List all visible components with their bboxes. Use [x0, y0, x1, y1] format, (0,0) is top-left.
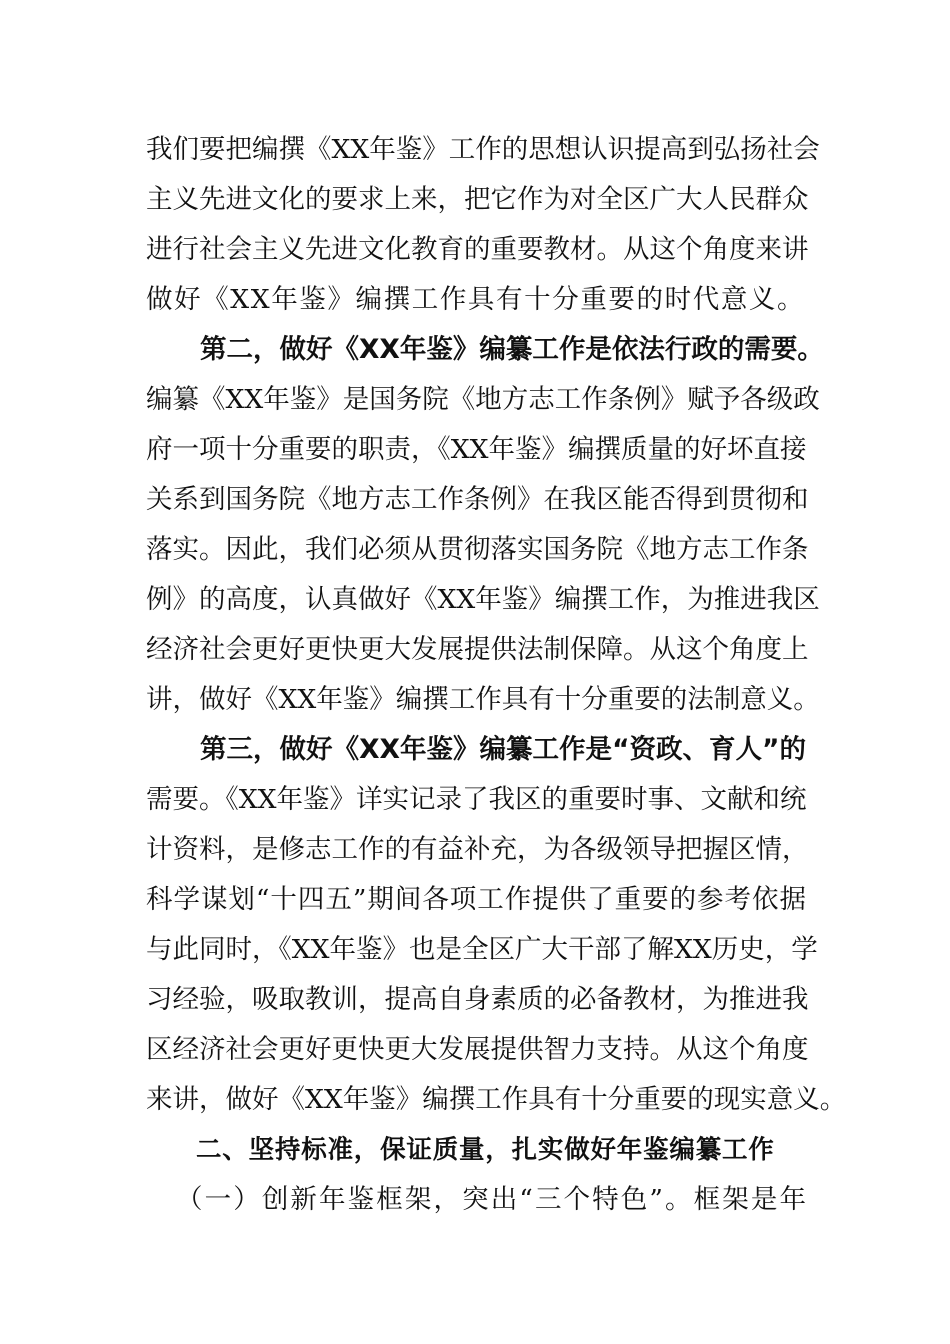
paragraph-2-line-7: 讲，做好《XX年鉴》编撰工作具有十分重要的法制意义。 — [146, 684, 820, 715]
paragraph-3-line-3: 科学谋划“十四五”期间各项工作提供了重要的参考依据 — [146, 884, 806, 915]
paragraph-2-line-2: 府一项十分重要的职责，《XX年鉴》编撰质量的好坏直接 — [146, 434, 807, 465]
paragraph-3-lead: 第三，做好《XX年鉴》编纂工作是“资政、育人”的 — [200, 734, 806, 765]
paragraph-3-line-6: 区经济社会更好更快更大发展提供智力支持。从这个角度 — [146, 1034, 809, 1065]
paragraph-3-line-4: 与此同时，《XX年鉴》也是全区广大干部了解XX历史，学 — [146, 934, 818, 965]
paragraph-2-line-5: 例》的高度，认真做好《XX年鉴》编撰工作，为推进我区 — [146, 584, 820, 615]
paragraph-3-line-7: 来讲，做好《XX年鉴》编撰工作具有十分重要的现实意义。 — [146, 1084, 847, 1115]
paragraph-3-line-2: 计资料，是修志工作的有益补充，为各级领导把握区情， — [146, 834, 809, 865]
paragraph-2-line-3: 关系到国务院《地方志工作条例》在我区能否得到贯彻和 — [146, 484, 809, 515]
paragraph-3-line-5: 习经验，吸取教训，提高自身素质的必备教材，为推进我 — [146, 984, 809, 1015]
paragraph-2-line-4: 落实。因此，我们必须从贯彻落实国务院《地方志工作条 — [146, 534, 809, 565]
paragraph-1-line-4: 做好《XX年鉴》编撰工作具有十分重要的时代意义。 — [146, 284, 806, 315]
section-heading: 二、坚持标准，保证质量，扎实做好年鉴编纂工作 — [196, 1135, 775, 1165]
paragraph-1-line-3: 进行社会主义先进文化教育的重要教材。从这个角度来讲 — [146, 234, 809, 265]
paragraph-1-line-1: 我们要把编撰《XX年鉴》工作的思想认识提高到弘扬社会 — [146, 134, 820, 165]
paragraph-2-line-1: 编纂《XX年鉴》是国务院《地方志工作条例》赋予各级政 — [146, 384, 820, 415]
paragraph-1-line-2: 主义先进文化的要求上来，把它作为对全区广大人民群众 — [146, 184, 809, 215]
paragraph-3-line-1: 需要。《XX年鉴》详实记录了我区的重要时事、文献和统 — [146, 784, 807, 815]
paragraph-2-lead: 第二，做好《XX年鉴》编纂工作是依法行政的需要。 — [200, 334, 824, 365]
subsection-heading: （一）创新年鉴框架，突出“三个特色”。框架是年 — [176, 1184, 806, 1215]
paragraph-2-line-6: 经济社会更好更快更大发展提供法制保障。从这个角度上 — [146, 634, 809, 665]
